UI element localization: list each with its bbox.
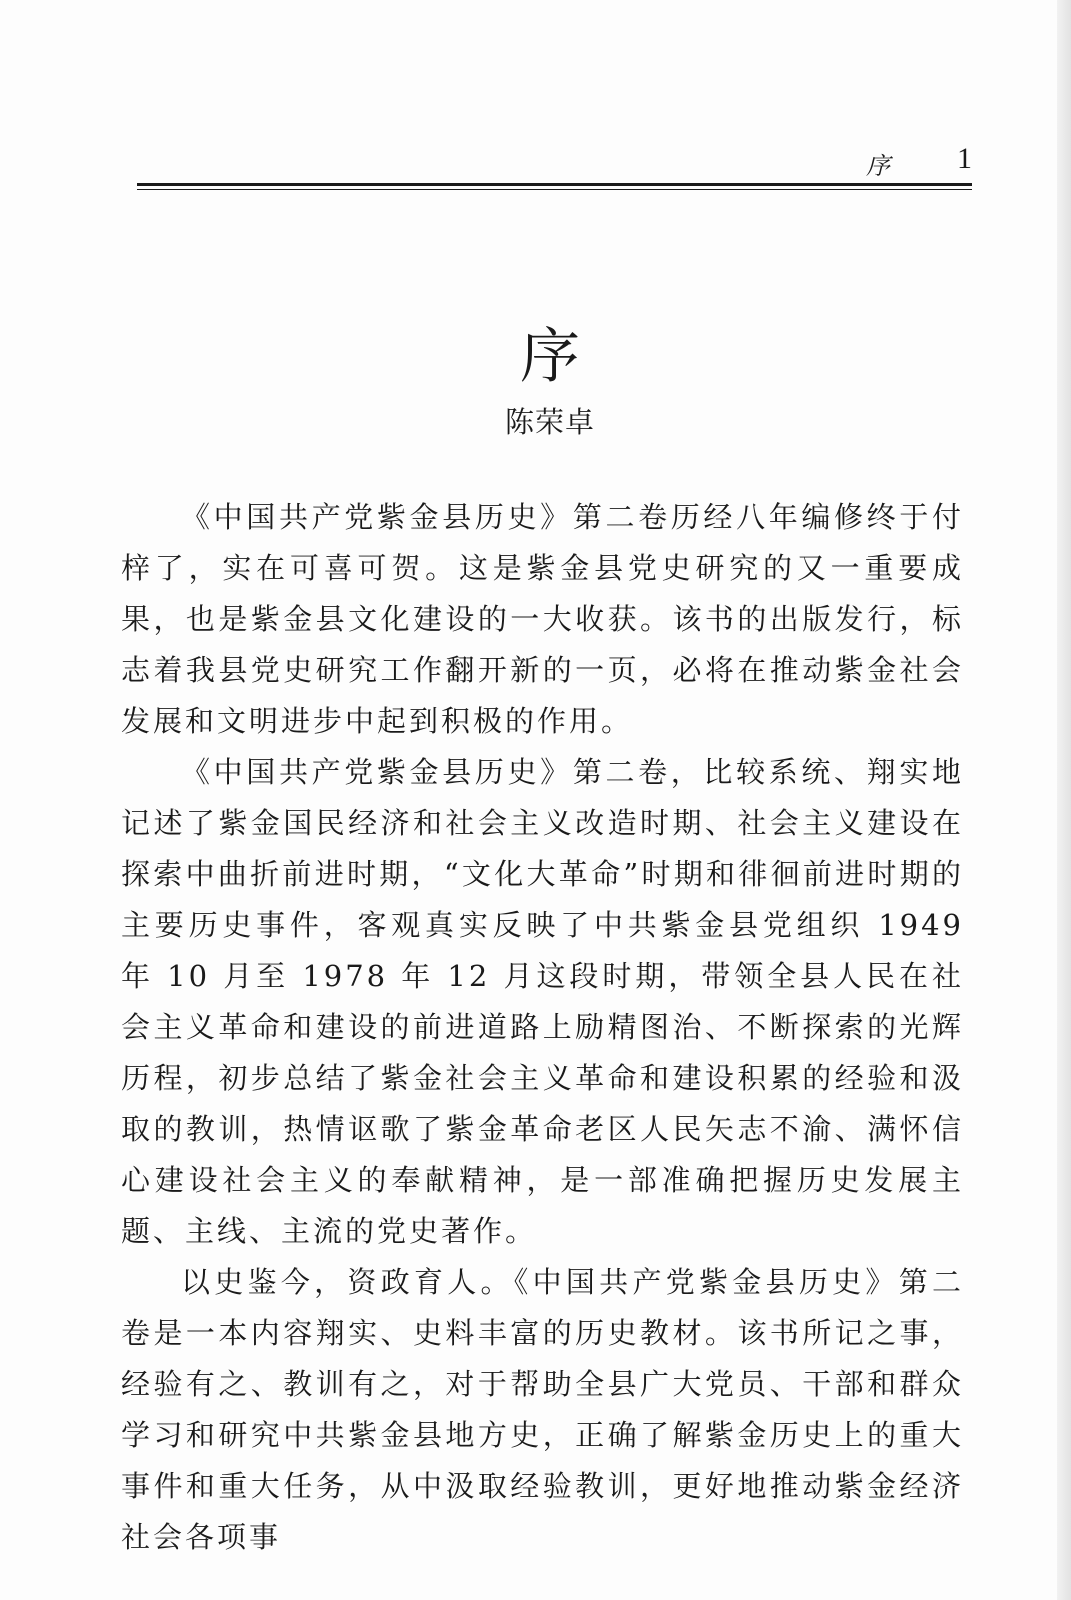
paragraph-1: 《中国共产党紫金县历史》第二卷历经八年编修终于付梓了，实在可喜可贺。这是紫金县党史研究的又一重要成果，也是紫金县文化建设的一大收获。该书的出版发行，标志着我县党史研究工作翻开新的一页，必将在推动紫金社会发展和文明进步中起到积极的作用。 <box>121 500 964 738</box>
chapter-title: 序 <box>520 322 580 392</box>
paragraph-3: 以史鉴今，资政育人。《中国共产党紫金县历史》第二卷是一本内容翔实、史料丰富的历史教材。该书所记之事，经验有之、教训有之，对于帮助全县广大党员、干部和群众学习和研究中共紫金县地方史，正确了解紫金历史上的重大事件和重大任务，从中汲取经验教训，更好地推动紫金经济社会各项事 <box>121 1265 964 1554</box>
author-name: 陈荣卓 <box>504 405 595 439</box>
body-text <box>121 492 964 1563</box>
running-head-title: 序 <box>866 152 892 180</box>
running-head <box>137 142 972 182</box>
page-number: 1 <box>957 142 972 175</box>
header-rule-thick <box>137 183 972 186</box>
paragraph-2: 《中国共产党紫金县历史》第二卷，比较系统、翔实地记述了紫金国民经济和社会主义改造时期、社会主义建设在探索中曲折前进时期，“文化大革命”时期和徘徊前进时期的主要历史事件，客观真实反映了中共紫金县党组织 1949 年 10 月至 1978 年 12 月这段时期，带领全县人民在社会主义革命和建设的前进道路上励精图治、不断探索的光辉历程，初步总结了紫金社会主义革命和建设积累的经验和汲取的教训，热情讴歌了紫金革命老区人民矢志不渝、满怀信心建设社会主义的奉献精神，是一部准确把握历史发展主题、主线、主流的党史著作。 <box>121 755 964 1248</box>
scan-edge <box>1057 0 1071 1600</box>
header-rule-thin <box>137 189 972 190</box>
